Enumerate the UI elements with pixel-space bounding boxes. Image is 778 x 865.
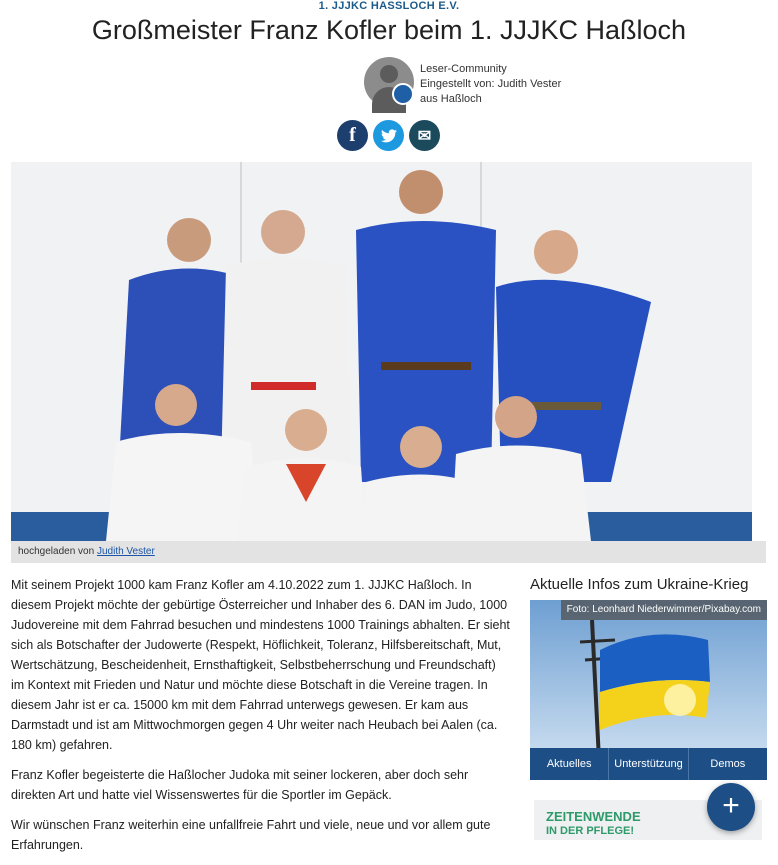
ukraine-info-widget[interactable] [530, 600, 767, 780]
article-paragraph: Mit seinem Projekt 1000 kam Franz Kofler am 4.10.2022 zum 1. JJJKC Haßloch. In diesem Projekt möchte der gebürtige Österreicher und Inhaber des 6. DAN im Judo, 1000 Judovereine mit dem Fahrrad besuchen und mindestens 1000 Trainings abhalten. Er sieht sich als Botschafter der Judowerte (Respekt, Höflichkeit, Toleranz, Hilfsbereitschaft, Mut, Wertschätzung, Bescheidenheit, Ernsthaftigkeit, Selbstbeherrschung und Freundschaft) im Kontext mit Frieden und Natur und möchte diese Botschaft in die Vereine tragen. In diesem Jahr ist er ca. 15000 km mit dem Fahrrad unterwegs gewesen. Er kam aus Darmstadt und ist am Mittwochmorgen gegen 4 Uhr weiter nach Heubach bei Aalen (ca. 180 km) gefahren. [11, 578, 510, 752]
author-location: aus Haßloch [420, 93, 482, 105]
tab-aktuelles[interactable]: Aktuelles [530, 748, 609, 780]
add-content-button[interactable]: + [707, 783, 755, 831]
email-icon: ✉ [417, 127, 432, 145]
caption-prefix: hochgeladen von [18, 546, 95, 557]
promo-headline: ZEITENWENDE [546, 809, 641, 824]
sidebar-title: Aktuelle Infos zum Ukraine-Krieg [530, 576, 749, 593]
article-photo[interactable] [11, 162, 752, 541]
article-paragraph: Wir wünschen Franz weiterhin eine unfallfreie Fahrt und viele, neue und vor allem gute Erfahrungen. [11, 818, 491, 852]
avatar-head-shape [380, 65, 398, 83]
author-block [364, 57, 624, 109]
article-body [11, 575, 511, 865]
judo-group-photo [11, 162, 752, 541]
share-bar [337, 120, 440, 151]
tab-unterstuetzung[interactable]: Unterstützung [609, 748, 688, 780]
article-kicker[interactable]: 1. JJJKC HASSLOCH E.V. [318, 0, 460, 12]
caption-author-link[interactable]: Judith Vester [96, 546, 155, 557]
photo-credit: Foto: Leonhard Niederwimmer/Pixabay.com [561, 600, 767, 620]
facebook-share-button[interactable] [337, 120, 368, 151]
article-title: Großmeister Franz Kofler beim 1. JJJKC Haßloch [91, 15, 687, 45]
author-info [420, 62, 561, 107]
twitter-share-button[interactable] [373, 120, 404, 151]
photo-caption [11, 541, 766, 563]
tab-demos[interactable]: Demos [710, 758, 746, 770]
author-community: Leser-Community [420, 63, 507, 75]
ukraine-tabs [530, 748, 767, 780]
email-share-button[interactable] [409, 120, 440, 151]
facebook-icon: f [349, 124, 356, 146]
promo-subline: IN DER PFLEGE! [546, 825, 635, 837]
article-paragraph: Franz Kofler begeisterte die Haßlocher Judoka mit seiner lockeren, aber doch sehr direkten Art und hatte viel Wissenswertes für die Sportler im Gepäck. [11, 768, 469, 802]
community-badge-icon [392, 83, 414, 105]
twitter-icon [381, 129, 397, 143]
author-name[interactable]: Eingestellt von: Judith Vester [420, 78, 562, 90]
